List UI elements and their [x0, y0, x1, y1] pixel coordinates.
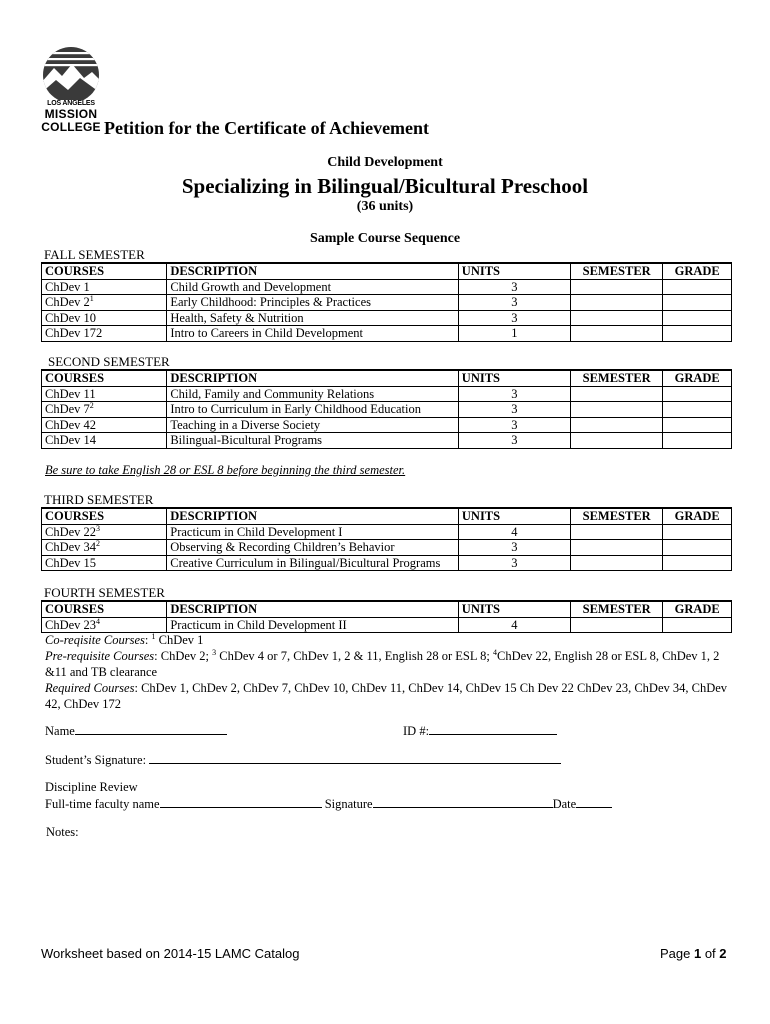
table-row [42, 386, 732, 402]
course-cell [42, 386, 167, 402]
mountain-logo-icon [40, 44, 102, 100]
header-grade: GRADE [663, 370, 732, 386]
semester-cell[interactable] [570, 326, 663, 342]
description-cell: Practicum in Child Development II [167, 617, 458, 633]
header-description: DESCRIPTION [167, 370, 458, 386]
college-logo [40, 44, 102, 134]
faculty-signature-line[interactable] [373, 796, 553, 808]
course-footnote: 3 [96, 523, 101, 533]
table-row [42, 295, 732, 311]
header-description: DESCRIPTION [167, 601, 458, 617]
course-table-header [42, 601, 732, 617]
description-cell: Intro to Curriculum in Early Childhood Education [167, 402, 458, 418]
semester-cell[interactable] [570, 295, 663, 311]
header-units: UNITS [458, 508, 570, 524]
table-row [42, 617, 732, 633]
prereq-sup4: 4 [492, 647, 497, 657]
semester-cell[interactable] [570, 279, 663, 295]
header-courses: COURSES [42, 601, 167, 617]
course-cell [42, 417, 167, 433]
page-title: Petition for the Certificate of Achievement [104, 118, 430, 138]
semester-cell[interactable] [570, 617, 663, 633]
table-row [42, 326, 732, 342]
page-current: 1 [693, 946, 702, 961]
units-cell: 3 [458, 279, 570, 295]
prereq-label: Pre-requisite Courses [45, 649, 155, 663]
units-cell: 1 [458, 326, 570, 342]
course-code: ChDev 10 [45, 310, 97, 325]
semester-cell[interactable] [570, 540, 662, 556]
course-table [41, 262, 732, 342]
units-heading: (36 units) [356, 199, 414, 214]
table-row [42, 310, 732, 326]
course-cell [42, 524, 167, 540]
description-cell: Early Childhood: Principles & Practices [167, 295, 458, 311]
coreq-label: Co-reqisite Courses [45, 633, 145, 647]
course-footnote: 2 [89, 400, 94, 410]
name-label: Name [45, 724, 75, 738]
course-cell [42, 617, 167, 633]
course-table [41, 600, 732, 633]
header-grade: GRADE [663, 508, 732, 524]
table-row [42, 433, 732, 449]
grade-cell[interactable] [663, 617, 732, 633]
course-table-header [42, 508, 732, 524]
grade-cell[interactable] [663, 326, 732, 342]
header-courses: COURSES [42, 370, 167, 386]
prereq-part3: ChDev 22, English 28 or ESL 8, ChDev 1, 2 &11 and TB clearance [45, 649, 720, 679]
table-row [42, 279, 732, 295]
coreq-text: ChDev 1 [158, 633, 204, 647]
header-description: DESCRIPTION [167, 263, 458, 279]
header-units: UNITS [458, 370, 570, 386]
logo-line-2: MISSION [44, 107, 98, 121]
header-courses: COURSES [42, 508, 167, 524]
table-row [42, 417, 732, 433]
semester-cell[interactable] [570, 417, 663, 433]
header-description: DESCRIPTION [167, 508, 459, 524]
grade-cell[interactable] [663, 555, 732, 571]
student-signature-field[interactable] [45, 752, 561, 768]
faculty-signature-label: Signature [324, 797, 373, 811]
table-row [42, 540, 732, 556]
header-semester: SEMESTER [570, 601, 663, 617]
semester-cell[interactable] [570, 386, 663, 402]
student-signature-line[interactable] [149, 752, 561, 764]
course-code: ChDev 172 [45, 326, 103, 340]
course-table-header [42, 370, 732, 386]
course-table [41, 507, 732, 571]
grade-cell[interactable] [663, 279, 732, 295]
course-code: ChDev 2 [45, 295, 90, 309]
faculty-name-line[interactable] [160, 796, 322, 808]
course-code: ChDev 15 [45, 555, 97, 570]
id-line[interactable] [429, 723, 557, 735]
header-units: UNITS [458, 601, 570, 617]
course-cell [42, 326, 167, 342]
units-cell: 3 [458, 402, 570, 418]
course-cell [42, 310, 167, 326]
grade-cell[interactable] [663, 417, 732, 433]
student-signature-label: Student’s Signature: [45, 753, 147, 767]
table-row [42, 402, 732, 418]
date-line[interactable] [576, 796, 612, 808]
description-cell: Bilingual-Bicultural Programs [167, 433, 458, 449]
course-cell [42, 295, 167, 311]
course-cell [42, 555, 167, 571]
course-footnote: 2 [96, 538, 101, 548]
units-cell: 3 [458, 386, 570, 402]
page-number [660, 946, 727, 961]
header-semester: SEMESTER [570, 370, 663, 386]
semester-cell[interactable] [570, 524, 662, 540]
grade-cell[interactable] [663, 310, 732, 326]
id-label: ID #: [403, 724, 430, 738]
header-grade: GRADE [663, 601, 732, 617]
discipline-review-label: Discipline Review [45, 780, 138, 794]
semester-label: FOURTH SEMESTER [44, 585, 165, 600]
header-units: UNITS [458, 263, 570, 279]
prereq-part1: ChDev 2; [160, 649, 213, 663]
units-cell: 3 [458, 555, 570, 571]
english-note: Be sure to take English 28 or ESL 8 before beginning the third semester. [45, 463, 406, 477]
course-footnote: 4 [96, 616, 101, 626]
table-row [42, 524, 732, 540]
course-code: ChDev 22 [45, 524, 97, 539]
course-cell [42, 402, 167, 418]
notes-label: Notes: [46, 825, 79, 839]
department-heading: Child Development [327, 155, 443, 170]
page-total: 2 [719, 946, 727, 961]
description-cell: Child, Family and Community Relations [167, 386, 458, 402]
table-row [42, 555, 732, 571]
units-cell: 3 [458, 310, 570, 326]
course-code: ChDev 14 [45, 433, 97, 447]
course-code: ChDev 42 [45, 417, 97, 432]
prereq-sup3: 3 [212, 647, 217, 657]
units-cell: 4 [458, 617, 570, 633]
description-cell: Intro to Careers in Child Development [167, 326, 458, 342]
grade-cell[interactable] [663, 386, 732, 402]
grade-cell[interactable] [663, 540, 732, 556]
grade-cell[interactable] [663, 524, 732, 540]
units-cell: 4 [458, 524, 570, 540]
units-cell: 3 [458, 295, 570, 311]
semester-cell[interactable] [570, 402, 663, 418]
id-field[interactable] [403, 723, 557, 739]
course-code: ChDev 7 [45, 402, 90, 416]
units-cell: 3 [458, 433, 570, 449]
grade-cell[interactable] [663, 402, 732, 418]
header-courses: COURSES [42, 263, 167, 279]
course-cell [42, 279, 167, 295]
corequisite-line: Co-reqisite Courses: $^1$ ChDev 1 [45, 631, 204, 647]
course-cell [42, 433, 167, 449]
grade-cell[interactable] [663, 433, 732, 449]
course-code: ChDev 34 [45, 540, 97, 554]
course-table-header [42, 263, 732, 279]
header-semester: SEMESTER [570, 263, 663, 279]
faculty-name-label: Full-time faculty name [45, 797, 160, 811]
faculty-row[interactable] [45, 796, 612, 812]
name-field[interactable] [45, 723, 227, 739]
page-prefix: Page [660, 946, 694, 961]
name-line[interactable] [75, 723, 227, 735]
units-cell: 3 [458, 417, 570, 433]
description-cell: Teaching in a Diverse Society [167, 417, 458, 433]
course-cell [42, 540, 167, 556]
semester-label: SECOND SEMESTER [48, 354, 170, 369]
units-cell: 3 [458, 540, 570, 556]
prerequisite-line: Pre-requisite Courses: ChDev 2; $^3$ ChDev 4 or 7, ChDev 1, 2 & 11, English 28 or ESL 8; $^4$ChDev 22, English 28 or ESL 8, ChDev 1, 2 &11 and TB clearance [45, 647, 720, 679]
course-code: ChDev 11 [45, 386, 96, 401]
description-cell: Health, Safety & Nutrition [167, 310, 458, 326]
prereq-part2: ChDev 4 or 7, ChDev 1, 2 & 11, English 28 or ESL 8; [216, 649, 493, 663]
course-code: ChDev 1 [45, 279, 90, 294]
footer-catalog-note: Worksheet based on 2014-15 LAMC Catalog [41, 946, 300, 961]
semester-label: FALL SEMESTER [44, 247, 145, 262]
semester-label: THIRD SEMESTER [44, 492, 154, 507]
coreq-sup: 1 [151, 631, 156, 641]
grade-cell[interactable] [663, 295, 732, 311]
description-cell: Child Growth and Development [167, 279, 458, 295]
logo-line-3: COLLEGE [41, 120, 101, 134]
course-footnote: 1 [89, 293, 94, 303]
required-text: ChDev 1, ChDev 2, ChDev 7, ChDev 10, ChDev 11, ChDev 14, ChDev 15 Ch Dev 22 ChDev 23, ChDev 34, ChDev 42, ChDev 172 [45, 681, 728, 711]
description-cell: Practicum in Child Development I [167, 524, 459, 540]
specialization-heading: Specializing in Bilingual/Bicultural Preschool [181, 174, 589, 198]
header-grade: GRADE [663, 263, 732, 279]
date-label: Date [552, 797, 577, 811]
description-cell: Creative Curriculum in Bilingual/Bicultural Programs [167, 555, 459, 571]
logo-line-1: LOS ANGELES [47, 100, 95, 107]
page-mid: of [701, 946, 720, 961]
sequence-heading: Sample Course Sequence [309, 231, 461, 246]
required-courses-line: Required Courses: ChDev 1, ChDev 2, ChDev 7, ChDev 10, ChDev 11, ChDev 14, ChDev 15 Ch Dev 22 ChDev 23, ChDev 34, ChDev 42, ChDev 172 [45, 681, 728, 711]
semester-cell[interactable] [570, 433, 663, 449]
required-label: Required Courses [45, 681, 135, 695]
course-table [41, 369, 732, 449]
semester-cell[interactable] [570, 310, 663, 326]
semester-cell[interactable] [570, 555, 662, 571]
description-cell: Observing & Recording Children’s Behavior [167, 540, 459, 556]
header-semester: SEMESTER [570, 508, 662, 524]
course-code: ChDev 23 [45, 617, 97, 632]
